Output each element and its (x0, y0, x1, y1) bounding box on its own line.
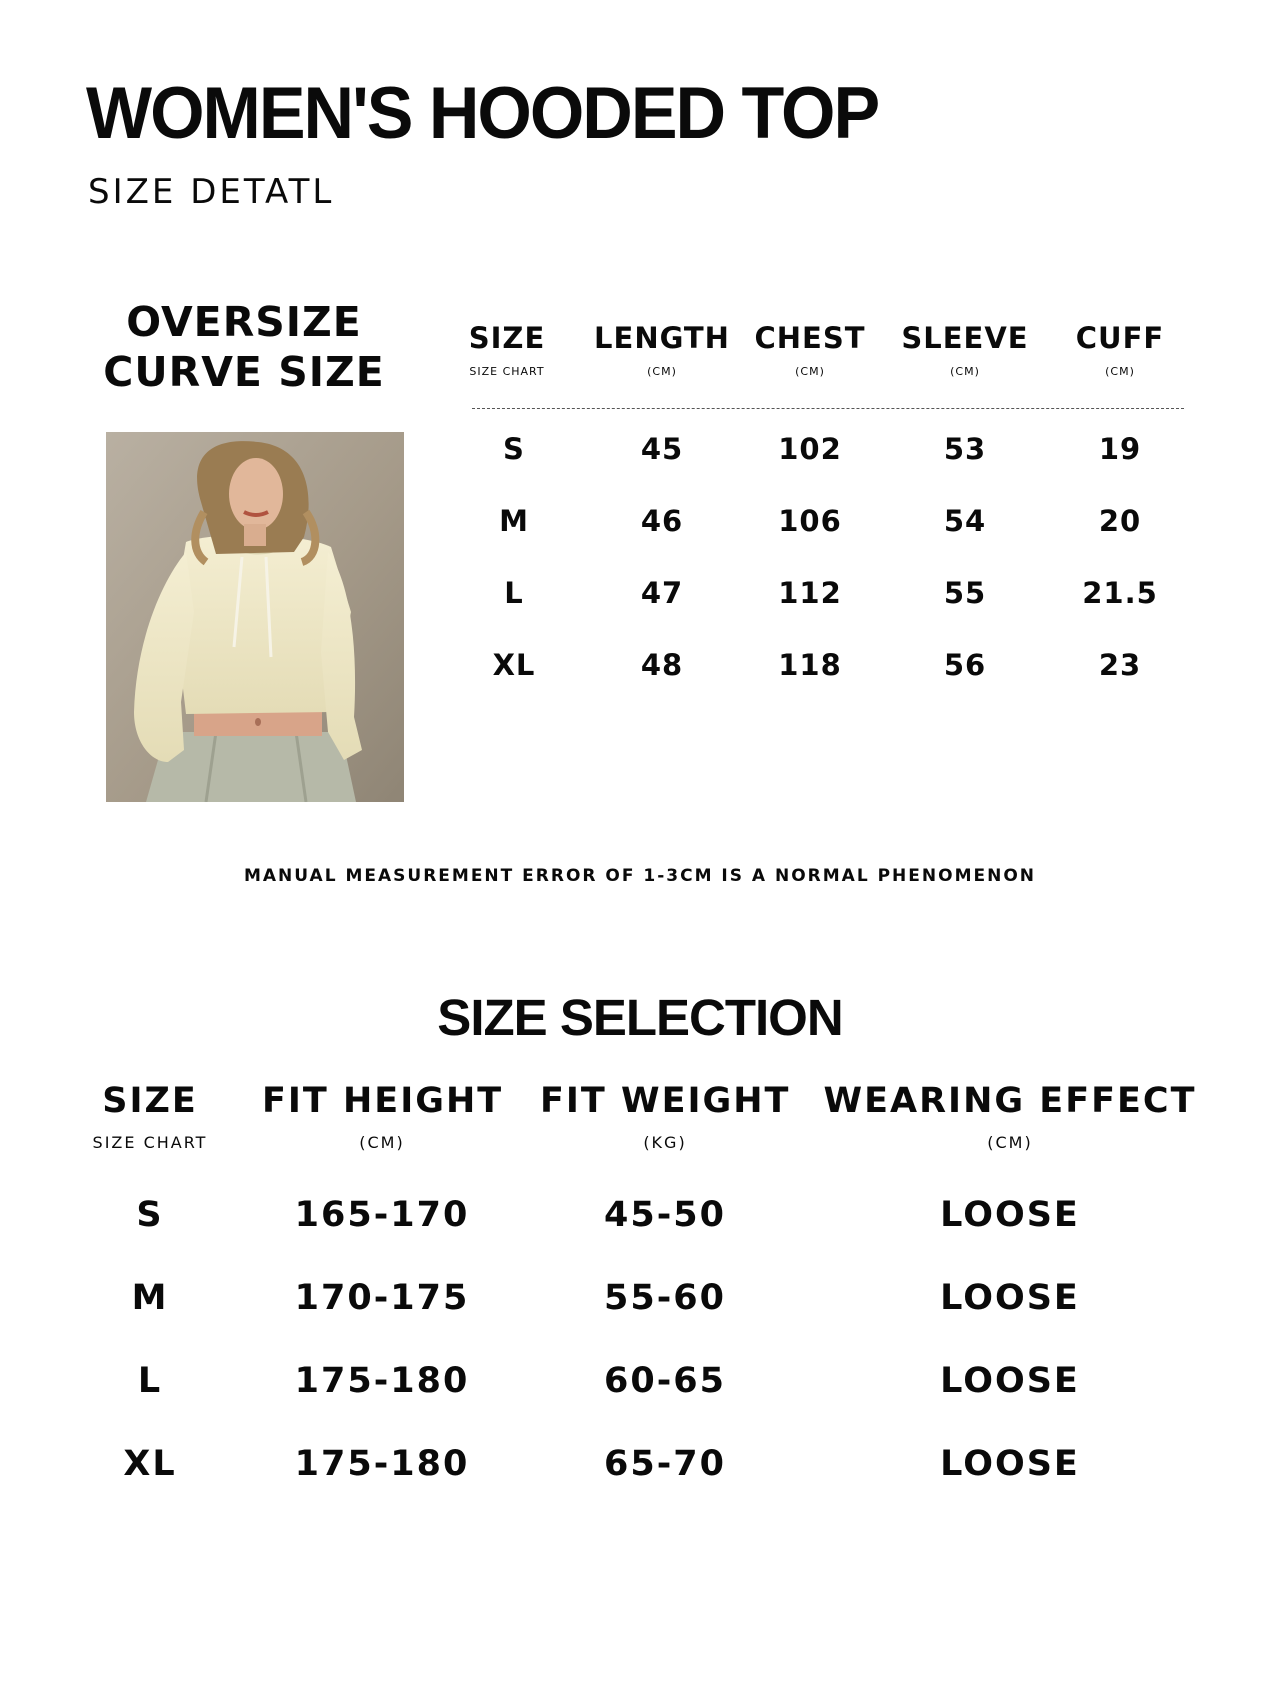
selection-cell: LOOSE (940, 1361, 1080, 1401)
table-cell: 45 (640, 432, 684, 466)
size-selection-title: SIZE SELECTION (437, 989, 843, 1046)
selection-cell: 175-180 (294, 1444, 470, 1484)
col-header-size: SIZE SIZE CHART (468, 321, 546, 378)
sel-header-wearing-effect: WEARING EFFECT (CM) (823, 1081, 1197, 1152)
table-cell: 106 (778, 504, 842, 538)
table-cell: 20 (1098, 504, 1142, 538)
selection-cell: LOOSE (940, 1444, 1080, 1484)
selection-cell: XL (123, 1444, 177, 1484)
table-cell: 55 (943, 576, 987, 610)
page-subtitle: SIZE DETATL (88, 172, 335, 212)
table-cell: 48 (640, 648, 684, 682)
table-cell: 47 (640, 576, 684, 610)
table-cell: 19 (1098, 432, 1142, 466)
selection-cell: 170-175 (294, 1278, 470, 1318)
table-divider (472, 408, 1184, 409)
product-photo (106, 432, 404, 802)
col-header-chest: CHEST (CM) (754, 321, 866, 378)
table-cell: 112 (778, 576, 842, 610)
selection-cell: M (131, 1278, 169, 1318)
selection-cell: 55-60 (604, 1278, 726, 1318)
page-title: WOMEN'S HOODED TOP (86, 71, 879, 154)
selection-cell: S (136, 1195, 164, 1235)
sel-header-size: SIZE SIZE CHART (92, 1081, 208, 1152)
selection-cell: 45-50 (604, 1195, 726, 1235)
table-cell: 56 (943, 648, 987, 682)
table-cell: 118 (778, 648, 842, 682)
sel-header-fit-weight: FIT WEIGHT (KG) (540, 1081, 791, 1152)
measurement-note: MANUAL MEASUREMENT ERROR OF 1-3CM IS A NORMAL PHENOMENON (243, 866, 1037, 886)
sel-header-fit-height: FIT HEIGHT (CM) (262, 1081, 504, 1152)
col-header-length: LENGTH (CM) (594, 321, 730, 378)
table-cell: XL (492, 648, 536, 682)
table-cell: 23 (1098, 648, 1142, 682)
selection-cell: 165-170 (294, 1195, 470, 1235)
table-cell: M (499, 504, 529, 538)
table-cell: 46 (640, 504, 684, 538)
col-header-cuff: CUFF (CM) (1075, 321, 1165, 378)
fit-label-line1: OVERSIZE (126, 298, 362, 346)
table-cell: 54 (943, 504, 987, 538)
selection-cell: LOOSE (940, 1278, 1080, 1318)
selection-cell: 60-65 (604, 1361, 726, 1401)
table-cell: L (504, 576, 524, 610)
selection-cell: 175-180 (294, 1361, 470, 1401)
selection-cell: L (137, 1361, 163, 1401)
fit-label-line2: CURVE SIZE (103, 348, 385, 396)
table-cell: 102 (778, 432, 842, 466)
selection-cell: LOOSE (940, 1195, 1080, 1235)
col-header-sleeve: SLEEVE (CM) (901, 321, 1029, 378)
table-cell: S (503, 432, 525, 466)
table-cell: 21.5 (1082, 576, 1158, 610)
table-cell: 53 (943, 432, 987, 466)
selection-cell: 65-70 (604, 1444, 726, 1484)
